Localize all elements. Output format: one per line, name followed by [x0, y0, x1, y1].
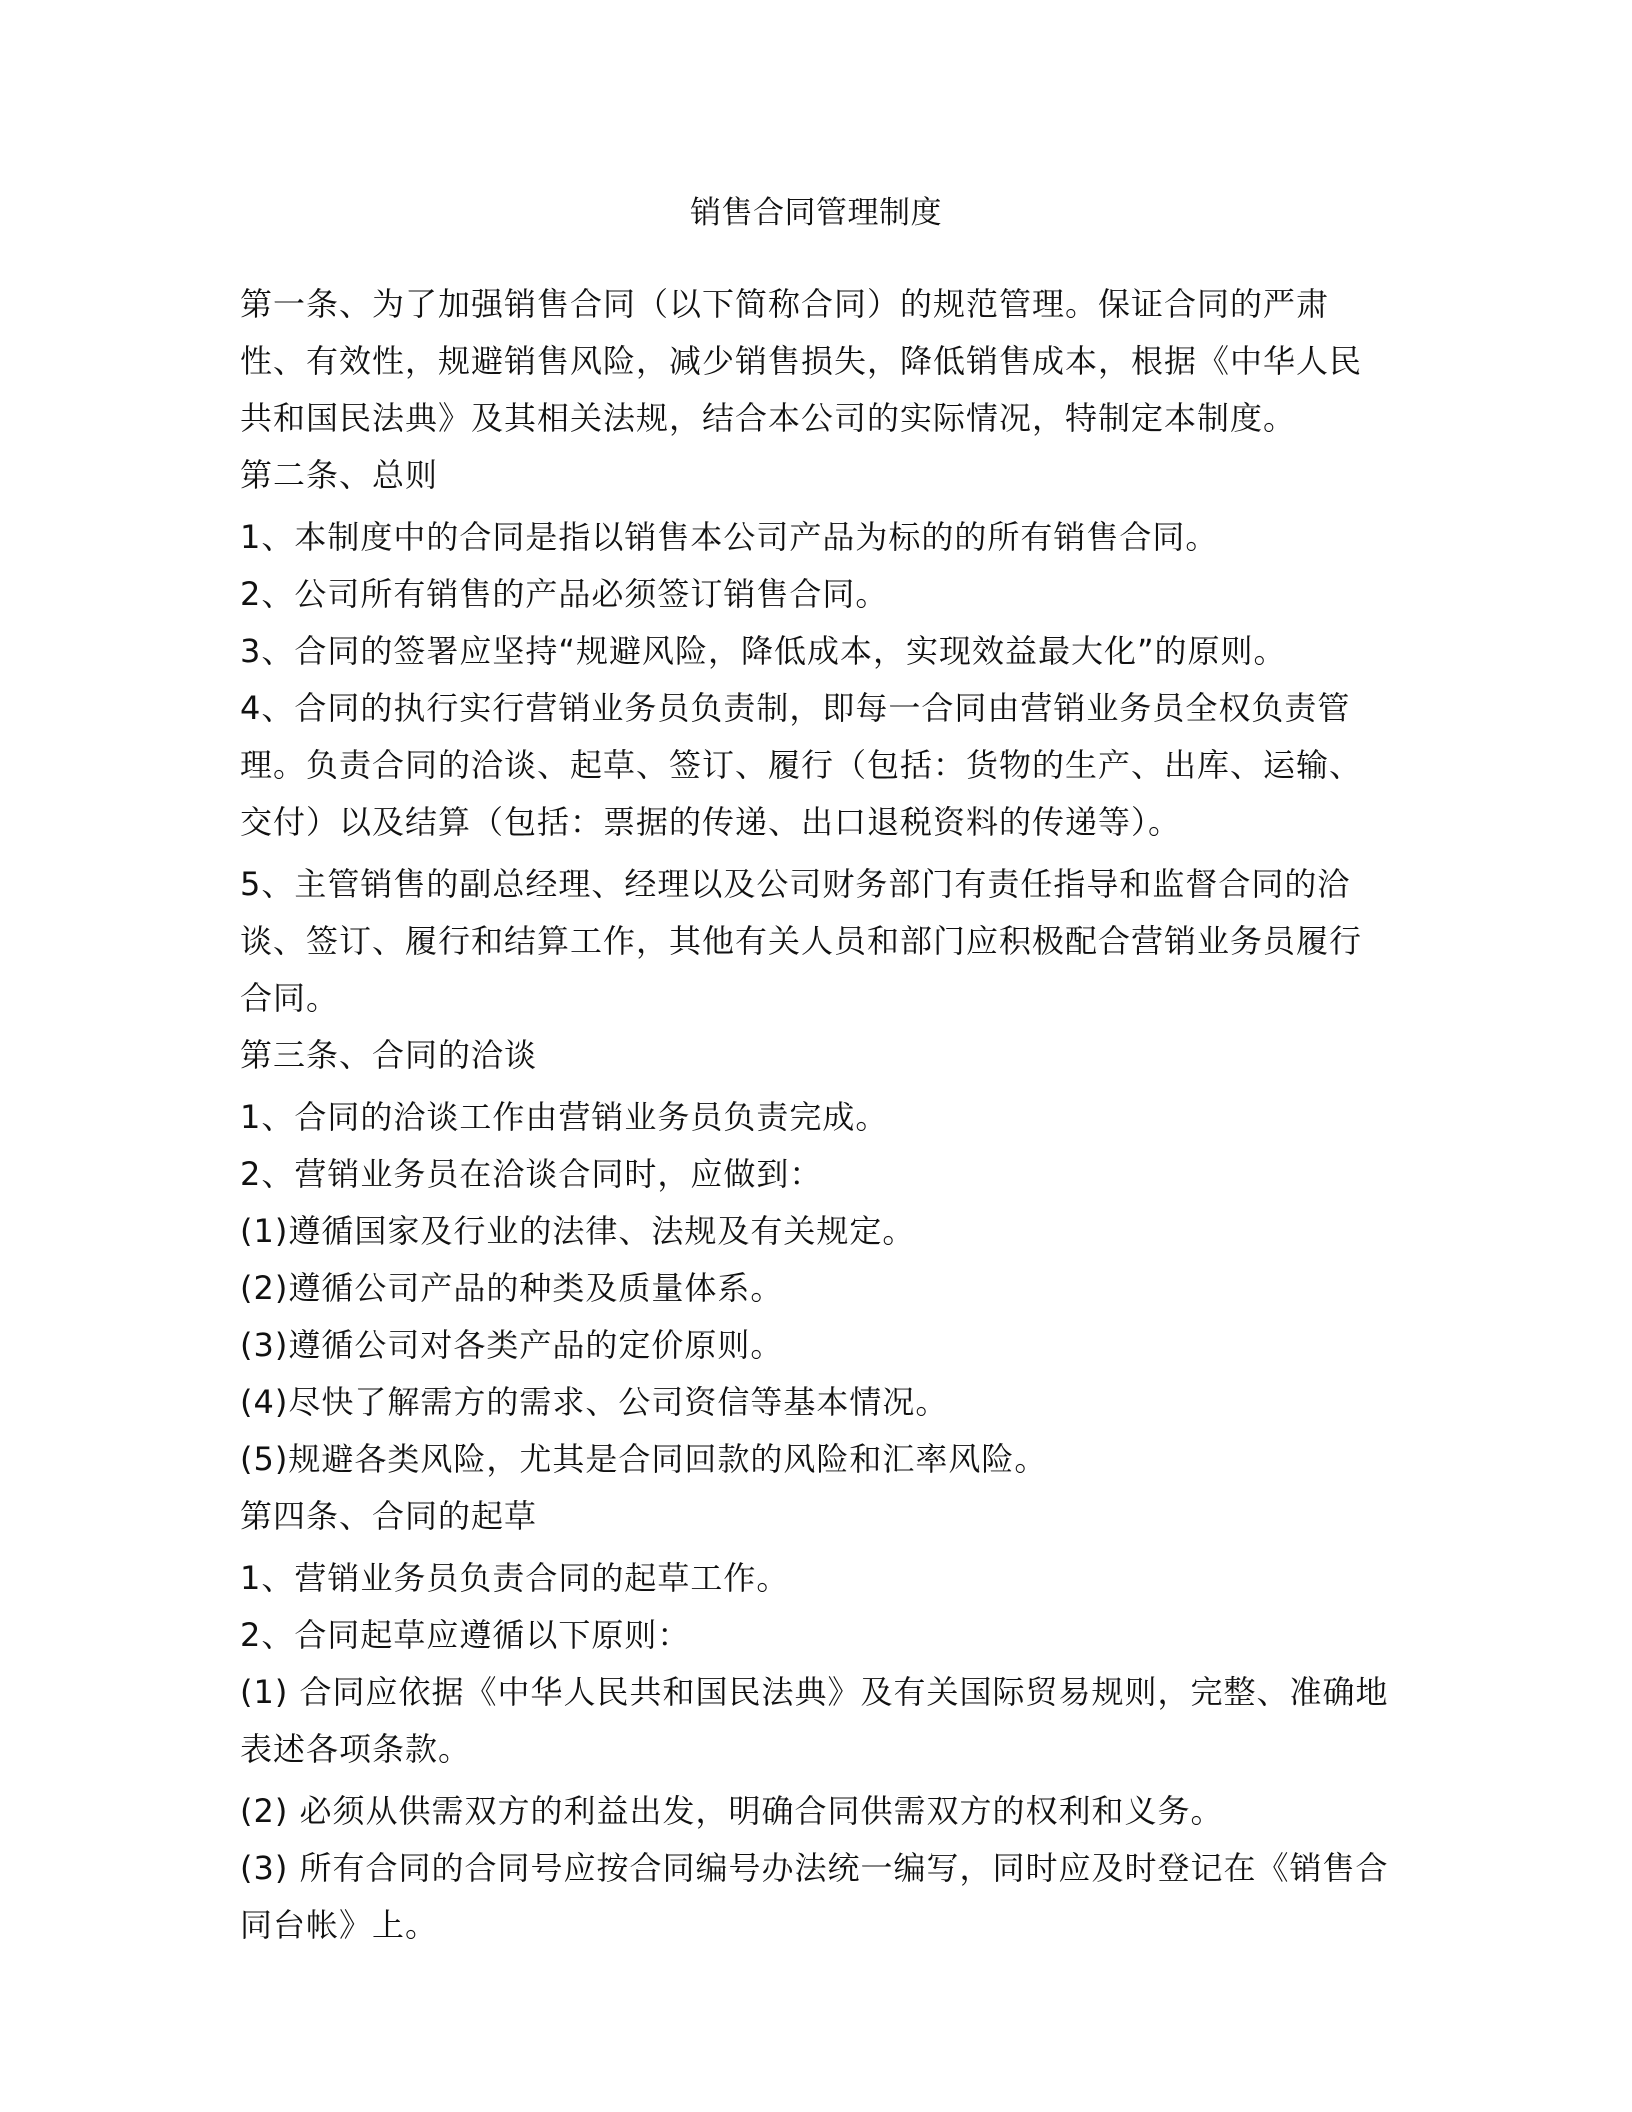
article-3-item-1: 1、合同的洽谈工作由营销业务员负责完成。 — [240, 1098, 889, 1136]
article-4-heading: 第四条、合同的起草 — [240, 1497, 538, 1535]
article-2-item-1: 1、本制度中的合同是指以销售本公司产品为标的的所有销售合同。 — [240, 518, 1219, 556]
article-4-item-2: 2、合同起草应遵循以下原则： — [240, 1616, 691, 1654]
article-4-subitem-2: (2) 必须从供需双方的利益出发，明确合同供需双方的权利和义务。 — [240, 1792, 1224, 1830]
article-1-paragraph: 第一条、为了加强销售合同（以下简称合同）的规范管理。保证合同的严肃性、有效性，规避销售风险，减少销售损失，降低销售成本，根据《中华人民共和国民法典》及其相关法规，结合本公司的实际情况，特制定本制度。 — [240, 285, 1363, 437]
article-2-item-5: 5、主管销售的副总经理、经理以及公司财务部门有责任指导和监督合同的洽谈、签订、履行和结算工作，其他有关人员和部门应积极配合营销业务员履行合同。 — [240, 865, 1363, 1017]
article-2-item-2: 2、公司所有销售的产品必须签订销售合同。 — [240, 575, 889, 613]
document-body — [240, 276, 1390, 1954]
article-3-item-2: 2、营销业务员在洽谈合同时，应做到： — [240, 1155, 823, 1193]
article-3-subitem-5: (5)规避各类风险，尤其是合同回款的风险和汇率风险。 — [240, 1440, 1048, 1478]
article-2-item-3: 3、合同的签署应坚持“规避风险，降低成本，实现效益最大化”的原则。 — [240, 632, 1287, 670]
article-4-subitem-1: (1) 合同应依据《中华人民共和国民法典》及有关国际贸易规则，完整、准确地表述各项条款。 — [240, 1673, 1389, 1768]
document-title: 销售合同管理制度 — [690, 195, 942, 231]
article-3-subitem-2: (2)遵循公司产品的种类及质量体系。 — [240, 1269, 784, 1307]
article-3-subitem-4: (4)尽快了解需方的需求、公司资信等基本情况。 — [240, 1383, 949, 1421]
article-2-item-4: 4、合同的执行实行营销业务员负责制，即每一合同由营销业务员全权负责管理。负责合同的洽谈、起草、签订、履行（包括：货物的生产、出库、运输、交付）以及结算（包括：票据的传递、出口退税资料的传递等）。 — [240, 689, 1363, 841]
article-2-heading: 第二条、总则 — [240, 456, 439, 494]
article-4-subitem-3: (3) 所有合同的合同号应按合同编号办法统一编写，同时应及时登记在《销售合同台帐》上。 — [240, 1849, 1389, 1944]
article-3-heading: 第三条、合同的洽谈 — [240, 1036, 538, 1074]
article-3-subitem-3: (3)遵循公司对各类产品的定价原则。 — [240, 1326, 784, 1364]
article-4-item-1: 1、营销业务员负责合同的起草工作。 — [240, 1559, 790, 1597]
article-3-subitem-1: (1)遵循国家及行业的法律、法规及有关规定。 — [240, 1212, 916, 1250]
